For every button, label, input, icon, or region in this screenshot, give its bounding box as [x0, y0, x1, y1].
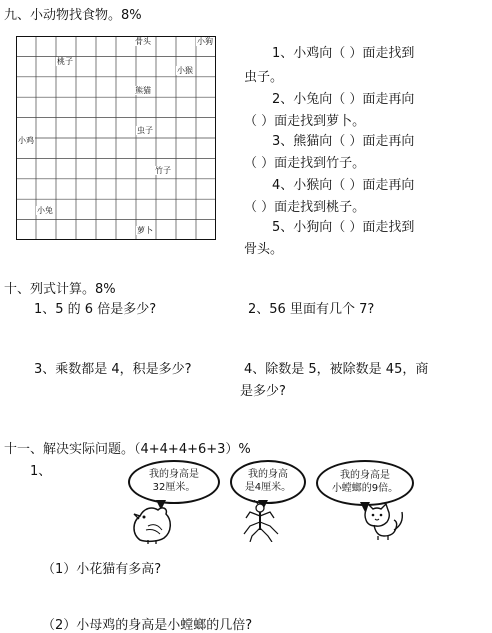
- question-1-line1: 1、小鸡向（ ）面走找到: [272, 46, 415, 61]
- question-4-line1: 4、小猴向（ ）面走再向: [272, 178, 415, 193]
- grid-label-carrot: 萝卜: [137, 226, 153, 235]
- grid-label-bamboo: 竹子: [155, 166, 171, 175]
- question-3-line1: 3、熊猫向（ ）面走再向: [272, 134, 415, 149]
- question-5-line1: 5、小狗向（ ）面走找到: [272, 220, 415, 235]
- grid-label-peach: 桃子: [57, 57, 73, 66]
- bubble-mantis-line1: 我的身高: [248, 469, 288, 480]
- calc-question-3: 3、乘数都是 4，积是多少?: [34, 362, 192, 377]
- calc-question-1: 1、5 的 6 倍是多少?: [34, 302, 157, 317]
- sub-question-1: （1）小花猫有多高?: [42, 562, 162, 577]
- item-number: 1、: [30, 464, 52, 479]
- bubble-mantis-line2: 是4厘米。: [244, 482, 292, 493]
- question-2-line1: 2、小兔向（ ）面走再向: [272, 92, 415, 107]
- mantis-icon: [236, 500, 284, 542]
- food-grid: [16, 36, 216, 240]
- section-10-title: 十、列式计算。8%: [4, 282, 116, 297]
- section-11-title: 十一、解决实际问题。（4+4+4+6+3）%: [4, 442, 251, 457]
- grid-label-dog: 小狗: [197, 37, 213, 46]
- question-1-line2: 虫子。: [244, 70, 284, 85]
- grid-label-monkey: 小猴: [177, 66, 193, 75]
- calc-question-4-line1: 4、除数是 5，被除数是 45，商: [244, 362, 429, 377]
- sub-question-2: （2）小母鸡的身高是小螳螂的几倍?: [42, 618, 253, 633]
- cat-icon: [360, 502, 408, 542]
- speech-bubble-cat: [316, 460, 414, 506]
- hen-icon: [128, 500, 176, 544]
- section-9-title: 九、小动物找食物。8%: [4, 8, 142, 23]
- question-2-line2: （ ）面走找到萝卜。: [244, 114, 366, 129]
- speech-bubble-mantis: [230, 460, 306, 504]
- bubble-cat-line2: 小螳螂的9倍。: [331, 483, 399, 494]
- calc-question-2: 2、56 里面有几个 7?: [248, 302, 375, 317]
- calc-question-4-line2: 是多少?: [240, 384, 286, 399]
- grid-label-chick: 小鸡: [18, 136, 34, 145]
- bubble-hen-line1: 我的身高是: [149, 469, 199, 480]
- grid-label-bone: 骨头: [135, 37, 151, 46]
- question-4-line2: （ ）面走找到桃子。: [244, 200, 366, 215]
- question-3-line2: （ ）面走找到竹子。: [244, 156, 366, 171]
- grid-label-panda: 熊猫: [135, 86, 151, 95]
- grid-label-rabbit: 小兔: [37, 206, 53, 215]
- bubble-cat-line1: 我的身高是: [340, 470, 390, 481]
- bubble-hen-line2: 32厘米。: [152, 482, 196, 493]
- question-5-line2: 骨头。: [244, 242, 284, 257]
- grid-label-bug: 虫子: [137, 126, 153, 135]
- speech-bubble-hen: [128, 460, 220, 504]
